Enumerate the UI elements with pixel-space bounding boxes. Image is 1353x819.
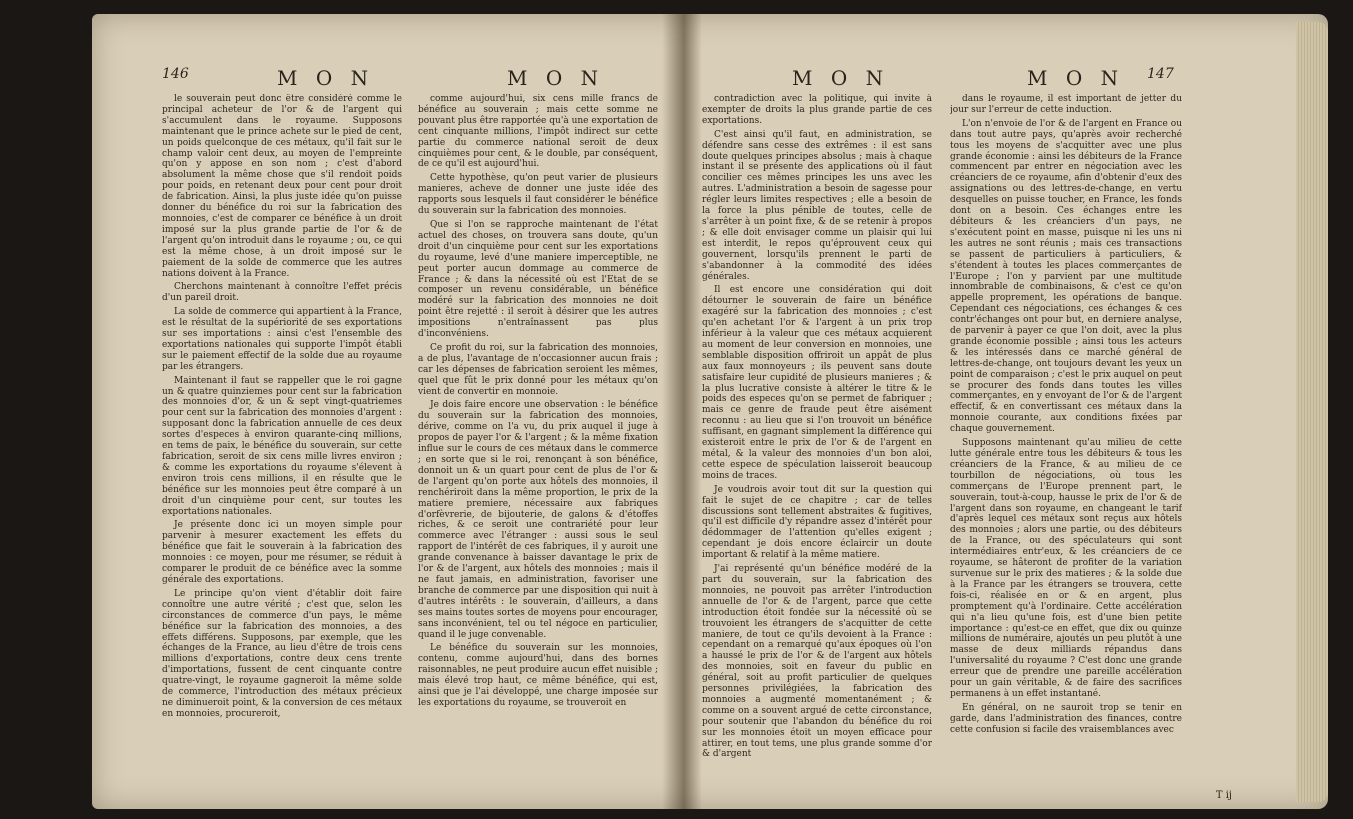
book-gutter	[662, 14, 702, 809]
right-head-word-2: M O N	[1027, 66, 1125, 90]
right-running-head	[702, 66, 1262, 96]
paragraph: J'ai représenté qu'un bénéfice modéré de la part du souverain, sur la fabrication des monnoies, ne pouvoit pas arrêter l'introduction annuelle de l'or & de l'argent, parce que cette introduction étoit fondée sur la nécessité où se trouvoient les étrangers de s'acquitter de cette maniere, de tout ce qu'ils devoient à la France : cependant on a remarqué qu'aux époques où l'on a haussé le prix de l'or & de l'argent aux hôtels des monnoies, soit en faveur du public en général, soit au profit particulier de quelques personnes privilégiées, la fabrication des monnoies a augmenté momentanément ; & comme on a souvent argué de cette circonstance, pour soutenir que l'abandon du bénéfice du roi sur les monnoies étoit un moyen efficace pour attirer, en tout tems, une plus grande somme d'or & d'argent	[702, 564, 932, 760]
paragraph: Que si l'on se rapproche maintenant de l'état actuel des choses, on trouvera sans doute, qu'un droit d'un cinquième pour cent sur les exportations du royaume, levé d'une maniere imperceptible, ne peut porter aucun dommage au commerce de France ; & dans la nécessité où est l'Etat de se composer un revenu considérable, un bénéfice modéré sur la fabrication des monnoies ne doit point être rejetté : il seroit à désirer que les autres impositions n'entraînassent pas plus d'inconvéniens.	[418, 219, 658, 340]
paragraph: le souverain peut donc être considéré comme le principal acheteur de l'or & de l'argent qui s'accumulent dans le royaume. Supposons maintenant que le prince achete sur le pied de cent, un poids quelconque de ces métaux, qu'il fait sur le champ valoir cent deux, au moyen de l'empreinte qu'on y appose en son nom ; c'est d'abord absolument la même chose que s'il rendoit poids pour poids, en retenant deux pour cent pour droit de fabrication. Ainsi, la plus juste idée qu'on puisse donner du bénéfice du roi sur la fabrication des monnoies, c'est de comparer ce bénéfice à un droit imposé sur la plus grande partie de l'or & de l'argent qu'on introduit dans le royaume ; ou, ce qui est la même chose, à un droit imposé sur le paiement de la solde de commerce que les autres nations doivent à la France.	[162, 94, 402, 279]
right-column-1	[702, 94, 932, 784]
paragraph: Je dois faire encore une observation : le bénéfice du souverain sur la fabrication des monnoies, dérive, comme on l'a vu, du prix auquel il juge à propos de payer l'or & l'argent ; & la même fixation influe sur le cours de ces métaux dans le commerce ; en sorte que si le roi, renonçant à son bénéfice, donnoit un & un quart pour cent de plus de l'or & de l'argent qu'on porte aux hôtels des monnoies, il renchériroit dans la même proportion, le prix de la matiere premiere, nécessaire aux fabriques d'orfèvrerie, de bijouterie, de galons & d'étoffes riches, & ce seroit une contrariété pour leur commerce avec l'étranger : aussi sous le seul rapport de l'intérêt de ces fabriques, il y auroit une grande convenance à baisser davantage le prix de l'or & de l'argent, aux hôtels des monnoies ; mais il ne faut jamais, en administration, favoriser une branche de commerce par une disposition qui nuit à d'autres intérêts : le souverain, d'ailleurs, a dans ses mains toutes sortes de moyens pour encourager, sans inconvénient, tel ou tel négoce en particulier, quand il le juge convenable.	[418, 400, 658, 640]
paragraph: Je présente donc ici un moyen simple pour parvenir à mesurer exactement les effets du bénéfice que fait le souverain à la fabrication des monnoies : ce moyen, pour me résumer, se réduit à comparer le produit de ce bénéfice avec la somme générale des exportations.	[162, 520, 402, 585]
right-page	[702, 14, 1262, 809]
book-spread	[92, 14, 1328, 809]
paragraph: La solde de commerce qui appartient à la France, est le résultat de la supériorité de ses exportations sur ses importations : ainsi c'est l'ensemble des exportations nationales qui supporte l'impôt établi sur le paiement effectif de la solde due au royaume par les étrangers.	[162, 307, 402, 372]
paragraph: L'on n'envoie de l'or & de l'argent en France ou dans tout autre pays, qu'après avoir recherché tous les moyens de s'acquitter avec une plus grande économie : ainsi les débiteurs de la France commencent par entrer en négociation avec les créanciers de ce royaume, afin d'obtenir d'eux des assignations ou des lettres-de-change, en vertu desquelles on puisse toucher, en France, les fonds dont on a besoin. Ces échanges entre les débiteurs & les créanciers d'un pays, ne s'exécutent point en masse, puisque ni les uns ni les autres ne sont réunis ; mais ces transactions se passent de particuliers à particuliers, & s'étendent à toutes les places commerçantes de l'Europe ; l'on y parvient par une multitude innombrable de combinaisons, & c'est ce qu'on appelle proprement, les opérations de banque. Cependant ces négociations, ces échanges & ces contr'échanges ont pour but, en derniere analyse, de parvenir à payer ce que l'on doit, avec la plus grande économie possible ; ainsi tous les acteurs & les intéressés dans ce marché général de lettres-de-change, ont toujours devant les yeux un point de comparaison ; c'est le prix auquel on peut se procurer des fonds dans toutes les villes commerçantes, en y envoyant de l'or & de l'argent effectif, & en convertissant ces métaux dans la monnoie courante, aux conditions fixées par chaque gouvernement.	[950, 118, 1182, 435]
paragraph: dans le royaume, il est important de jetter du jour sur l'erreur de cette induction.	[950, 94, 1182, 115]
paragraph: Il est encore une considération qui doit détourner le souverain de faire un bénéfice exagéré sur la fabrication des monnoies ; c'est qu'en achetant l'or & l'argent à un prix trop inférieur à la valeur que ces métaux acquierent au moment de leur conversion en monnoies, une semblable disposition offriroit un appât de plus aux faux monnoyeurs ; ils peuvent sans doute satisfaire leur cupidité de plusieurs manieres ; & la plus lucrative consiste à altérer le titre & le poids des especes qu'on se permet de fabriquer ; mais ce genre de fraude peut être aisément reconnu : au lieu que si l'on trouvoit un bénéfice suffisant, en gagnant simplement la différence qui existeroit entre le prix de l'or & de l'argent en métal, & la valeur des monnoies d'un bon aloi, cette espece de spéculation laisseroit beaucoup moins de traces.	[702, 285, 932, 481]
paragraph: contradiction avec la politique, qui invite à exempter de droits la plus grande partie de ces exportations.	[702, 94, 932, 126]
paragraph: comme aujourd'hui, six cens mille francs de bénéfice au souverain ; mais cette somme ne pouvant plus être rapportée qu'à une exportation de cent cinquante millions, l'impôt indirect sur cette partie du commerce national seroit de deux cinquièmes pour cent, & le double, par conséquent, de ce qu'il est aujourd'hui.	[418, 94, 658, 170]
left-page-number: 146	[162, 66, 189, 82]
paragraph: Le principe qu'on vient d'établir doit faire connoître une autre vérité ; c'est que, selon les circonstances de commerce d'un pays, le même bénéfice sur la fabrication des monnoies, a des effets différens. Supposons, par exemple, que les échanges de la France, au lieu d'être de trois cens millions d'exportations, contre deux cens trente d'importations, fussent de cent cinquante contre quatre-vingt, le royaume gagneroit la même solde de commerce, l'introduction des métaux précieux ne diminueroit point, & la conversion de ces métaux en monnoies, procureroit,	[162, 588, 402, 719]
left-column-1	[162, 94, 402, 784]
paragraph: Maintenant il faut se rappeller que le roi gagne un & quatre quinziemes pour cent sur la fabrication des monnoies d'or, & un & sept vingt-quatriemes pour cent sur la fabrication des monnoies d'argent : supposant donc la fabrication annuelle de ces deux sortes d'especes à environ quarante-cinq millions, en tems de paix, le bénéfice du souverain, sur cette fabrication, seroit de six cens mille livres environ ; & comme les exportations du royaume s'élevent à environ trois cens millions, il en résulte que le bénéfice sur les monnoies peut être comparé à un droit d'un cinquième pour cent, sur toutes les exportations nationales.	[162, 375, 402, 517]
paragraph: Cherchons maintenant à connoître l'effet précis d'un pareil droit.	[162, 282, 402, 304]
right-column-2	[950, 94, 1182, 784]
paragraph: En général, on ne sauroit trop se tenir en garde, dans l'administration des finances, contre cette confusion si facile des vraisemblances avec	[950, 702, 1182, 735]
paragraph: Supposons maintenant qu'au milieu de cette lutte générale entre tous les débiteurs & tous les créanciers de la France, & au milieu de ce tourbillon de négociations, où tous les commerçans de l'Europe prennent part, le souverain, tout-à-coup, hausse le prix de l'or & de l'argent dans son royaume, en changeant le tarif d'après lequel ces métaux sont reçus aux hôtels des monnoies ; alors une partie, ou des débiteurs de la France, ou des spéculateurs qui sont intermédiaires entr'eux, & les créanciers de ce royaume, se hâteront de profiter de la variation survenue sur le prix des matieres ; & la solde due à la France par les étrangers se trouvera, cette fois-ci, réalisée en or & en argent, plus promptement qu'à l'ordinaire. Cette accélération qui n'a lieu qu'une fois, est d'une bien petite importance : qu'est-ce en effet, que dix ou quinze millions de numéraire, ajoutés un peu plutôt à une masse de deux milliards répandus dans l'universalité du royaume ? C'est donc une grande erreur que de prendre une pareille accélération pour un gain véritable, & de faire des sacrifices permanens à un effet instantané.	[950, 438, 1182, 699]
right-page-number: 147	[1147, 66, 1174, 82]
paragraph: C'est ainsi qu'il faut, en administration, se défendre sans cesse des extrêmes : il est sans doute quelques principes absolus ; mais à chaque instant il se présente des applications où il faut concilier ces mêmes principes les uns avec les autres. L'administration a besoin de sagesse pour régler leurs limites respectives ; elle a besoin de la force la plus pénible de toutes, celle de s'arrêter à un point fixe, & de se retenir à propos ; & elle doit envisager comme un plaisir qui lui est interdit, le repos qu'éprouvent ceux qui gouvernent, lorsqu'ils prennent le parti de s'abandonner à la commodité des idées générales.	[702, 129, 932, 282]
paragraph: Je voudrois avoir tout dit sur la question qui fait le sujet de ce chapitre ; car de telles discussions sont tellement abstraites & fugitives, qu'il est difficile d'y répandre assez d'intérêt pour dédommager de l'attention qu'elles exigent ; cependant je dois encore éclaircir un doute important & relatif à la même matiere.	[702, 484, 932, 561]
left-page	[162, 14, 662, 809]
left-head-word-2: M O N	[507, 66, 605, 90]
paragraph: Ce profit du roi, sur la fabrication des monnoies, a de plus, l'avantage de n'occasionner aucun frais ; car les dépenses de fabrication seroient les mêmes, quel que fût le prix donné pour les métaux qu'on vient de convertir en monnoie.	[418, 342, 658, 397]
page-edges	[1296, 22, 1328, 802]
right-head-word-1: M O N	[792, 66, 890, 90]
paragraph: Cette hypothèse, qu'on peut varier de plusieurs manieres, acheve de donner une juste idée des rapports sous lesquels il faut considérer le bénéfice du souverain sur la fabrication des monnoies.	[418, 173, 658, 217]
left-column-2	[418, 94, 658, 784]
paragraph: Le bénéfice du souverain sur les monnoies, contenu, comme aujourd'hui, dans des bornes raisonnables, ne peut produire aucun effet nuisible ; mais élevé trop haut, ce même bénéfice, qui est, ainsi que je l'ai développé, une charge imposée sur les exportations du royaume, se trouveroit en	[418, 643, 658, 708]
left-head-word-1: M O N	[277, 66, 375, 90]
signature-mark: T ij	[1215, 790, 1232, 801]
left-running-head	[162, 66, 662, 96]
